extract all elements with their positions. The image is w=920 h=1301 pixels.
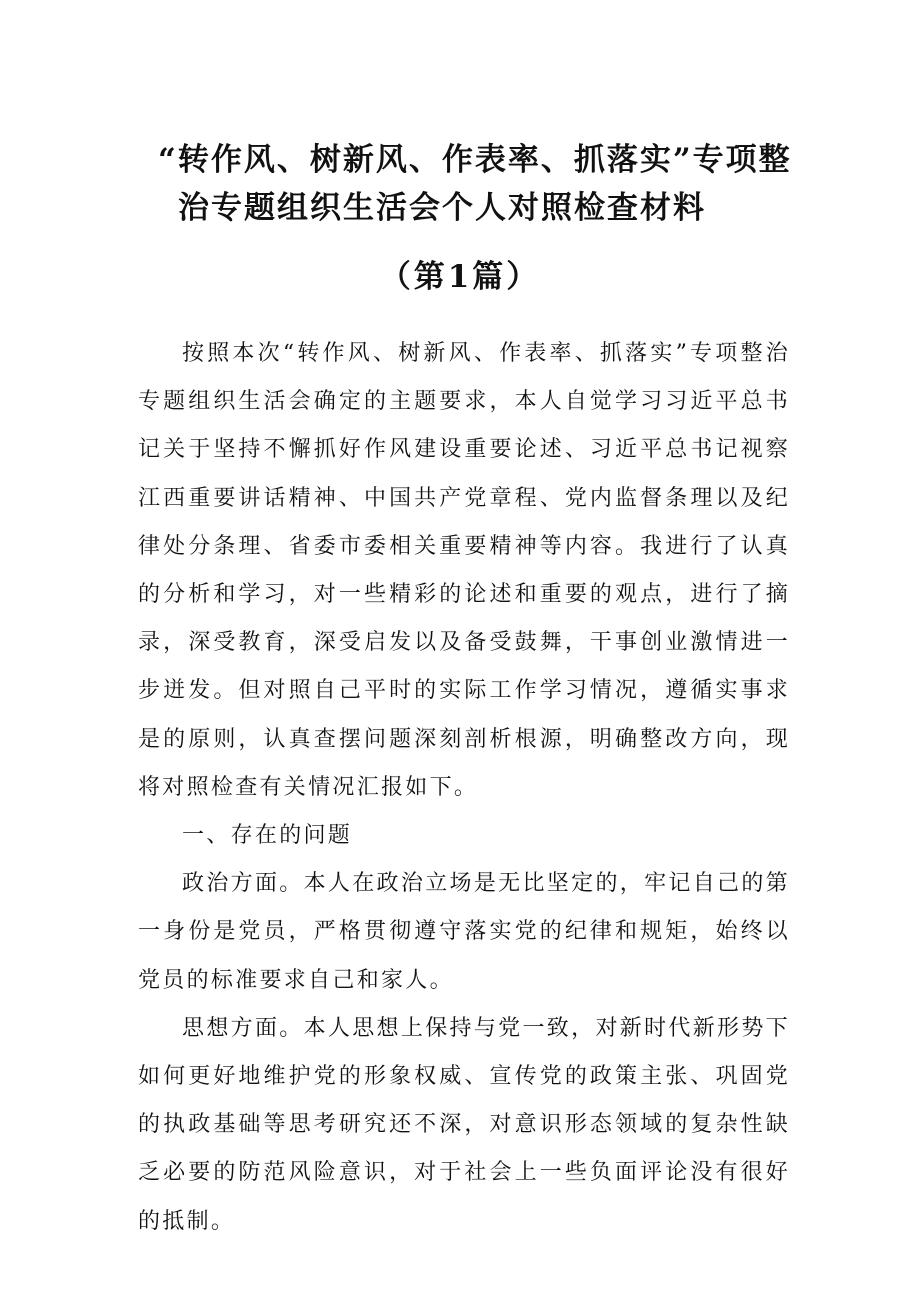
document-subtitle: （第1篇） <box>379 259 541 295</box>
section-heading: 一、存在的问题 <box>182 823 353 849</box>
document-body <box>138 330 790 1246</box>
document-title-line-1: “转作风、树新风、作表率、抓落实”专项整 <box>158 142 792 178</box>
document-title-line-2: 治专题组织生活会个人对照检查材料 <box>178 190 706 226</box>
politics-paragraph: 政治方面。本人在政治立场是无比坚定的，牢记自己的第一身份是党员，严格贯彻遵守落实党的纪律和规矩，始终以党员的标准要求自己和家人。 <box>138 871 790 993</box>
intro-paragraph: 按照本次“转作风、树新风、作表率、抓落实”专项整治专题组织生活会确定的主题要求，本人自觉学习习近平总书记关于坚持不懈抓好作风建设重要论述、习近平总书记视察江西重要讲话精神、中国共产党章程、党内监督条理以及纪律处分条理、省委市委相关重要精神等内容。我进行了认真的分析和学习，对一些精彩的论述和重要的观点，进行了摘录，深受教育，深受启发以及备受鼓舞，干事创业激情进一步迸发。但对照自己平时的实际工作学习情况，遵循实事求是的原则，认真查摆问题深刻剖析根源，明确整改方向，现将对照检查有关情况汇报如下。 <box>138 341 790 800</box>
thought-paragraph: 思想方面。本人思想上保持与党一致，对新时代新形势下如何更好地维护党的形象权威、宣传党的政策主张、巩固党的执政基础等思考研究还不深，对意识形态领域的复杂性缺乏必要的防范风险意识，对于社会上一些负面评论没有很好的抵制。 <box>138 1015 790 1234</box>
